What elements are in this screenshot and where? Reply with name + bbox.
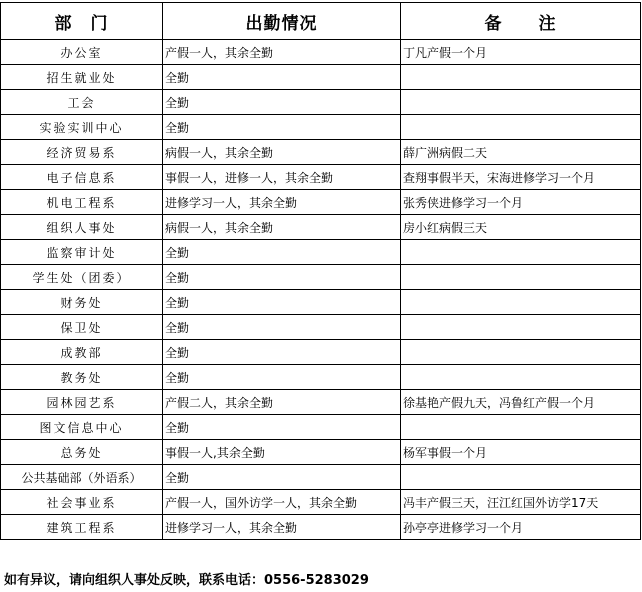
table-row (1, 65, 641, 90)
attendance-cell: 全勤 (163, 90, 401, 115)
remarks-cell (401, 415, 641, 440)
table-row (1, 290, 641, 315)
header-row (1, 3, 641, 40)
contact-note: 如有异议，请向组织人事处反映，联系电话：0556-5283029 (4, 573, 369, 588)
attendance-cell: 全勤 (163, 465, 401, 490)
attendance-cell: 全勤 (163, 415, 401, 440)
attendance-table (0, 2, 641, 540)
attendance-cell: 事假一人,其余全勤 (163, 440, 401, 465)
department-cell: 办公室 (1, 40, 163, 65)
attendance-cell: 病假一人，其余全勤 (163, 140, 401, 165)
department-cell: 监察审计处 (1, 240, 163, 265)
remarks-cell (401, 290, 641, 315)
header-attendance: 出勤情况 (163, 3, 401, 40)
department-cell: 机电工程系 (1, 190, 163, 215)
department-cell: 经济贸易系 (1, 140, 163, 165)
remarks-cell (401, 340, 641, 365)
department-cell: 社会事业系 (1, 490, 163, 515)
remarks-cell: 杨军事假一个月 (401, 440, 641, 465)
department-cell: 财务处 (1, 290, 163, 315)
table-row (1, 40, 641, 65)
department-cell: 保卫处 (1, 315, 163, 340)
remarks-cell (401, 315, 641, 340)
remarks-cell: 薛广洲病假二天 (401, 140, 641, 165)
attendance-cell: 全勤 (163, 365, 401, 390)
department-cell: 教务处 (1, 365, 163, 390)
department-cell: 实验实训中心 (1, 115, 163, 140)
department-cell: 学生处（团委） (1, 265, 163, 290)
table-row (1, 115, 641, 140)
remarks-cell (401, 90, 641, 115)
department-cell: 公共基础部（外语系） (1, 465, 163, 490)
remarks-cell: 丁凡产假一个月 (401, 40, 641, 65)
attendance-cell: 全勤 (163, 115, 401, 140)
attendance-cell: 全勤 (163, 240, 401, 265)
table-row (1, 165, 641, 190)
header-remarks: 备 注 (401, 3, 641, 40)
table-row (1, 240, 641, 265)
attendance-cell: 进修学习一人，其余全勤 (163, 190, 401, 215)
department-cell: 图文信息中心 (1, 415, 163, 440)
attendance-cell: 全勤 (163, 315, 401, 340)
attendance-cell: 事假一人，进修一人，其余全勤 (163, 165, 401, 190)
department-cell: 组织人事处 (1, 215, 163, 240)
attendance-cell: 全勤 (163, 265, 401, 290)
department-cell: 建筑工程系 (1, 515, 163, 540)
table-row (1, 415, 641, 440)
remarks-cell (401, 465, 641, 490)
department-cell: 总务处 (1, 440, 163, 465)
table-row (1, 440, 641, 465)
table-row (1, 190, 641, 215)
attendance-cell: 产假一人，国外访学一人，其余全勤 (163, 490, 401, 515)
remarks-cell: 房小红病假三天 (401, 215, 641, 240)
department-cell: 成教部 (1, 340, 163, 365)
table-row (1, 340, 641, 365)
department-cell: 园林园艺系 (1, 390, 163, 415)
table-row (1, 215, 641, 240)
remarks-cell (401, 65, 641, 90)
header-department: 部 门 (1, 3, 163, 40)
table-row (1, 465, 641, 490)
remarks-cell (401, 240, 641, 265)
table-row (1, 315, 641, 340)
table-row (1, 140, 641, 165)
department-cell: 招生就业处 (1, 65, 163, 90)
remarks-cell: 孙亭亭进修学习一个月 (401, 515, 641, 540)
attendance-cell: 全勤 (163, 65, 401, 90)
remarks-cell: 查翔事假半天，宋海进修学习一个月 (401, 165, 641, 190)
department-cell: 电子信息系 (1, 165, 163, 190)
attendance-cell: 全勤 (163, 340, 401, 365)
attendance-cell: 进修学习一人，其余全勤 (163, 515, 401, 540)
remarks-cell: 冯丰产假三天，汪江红国外访学17天 (401, 490, 641, 515)
table-row (1, 90, 641, 115)
remarks-cell (401, 365, 641, 390)
remarks-cell: 徐基艳产假九天，冯鲁红产假一个月 (401, 390, 641, 415)
attendance-cell: 产假二人，其余全勤 (163, 390, 401, 415)
table-row (1, 365, 641, 390)
remarks-cell (401, 115, 641, 140)
attendance-cell: 产假一人，其余全勤 (163, 40, 401, 65)
table-row (1, 515, 641, 540)
table-row (1, 265, 641, 290)
attendance-cell: 病假一人，其余全勤 (163, 215, 401, 240)
table-row (1, 490, 641, 515)
attendance-cell: 全勤 (163, 290, 401, 315)
remarks-cell: 张秀侠进修学习一个月 (401, 190, 641, 215)
remarks-cell (401, 265, 641, 290)
table-row (1, 390, 641, 415)
department-cell: 工会 (1, 90, 163, 115)
